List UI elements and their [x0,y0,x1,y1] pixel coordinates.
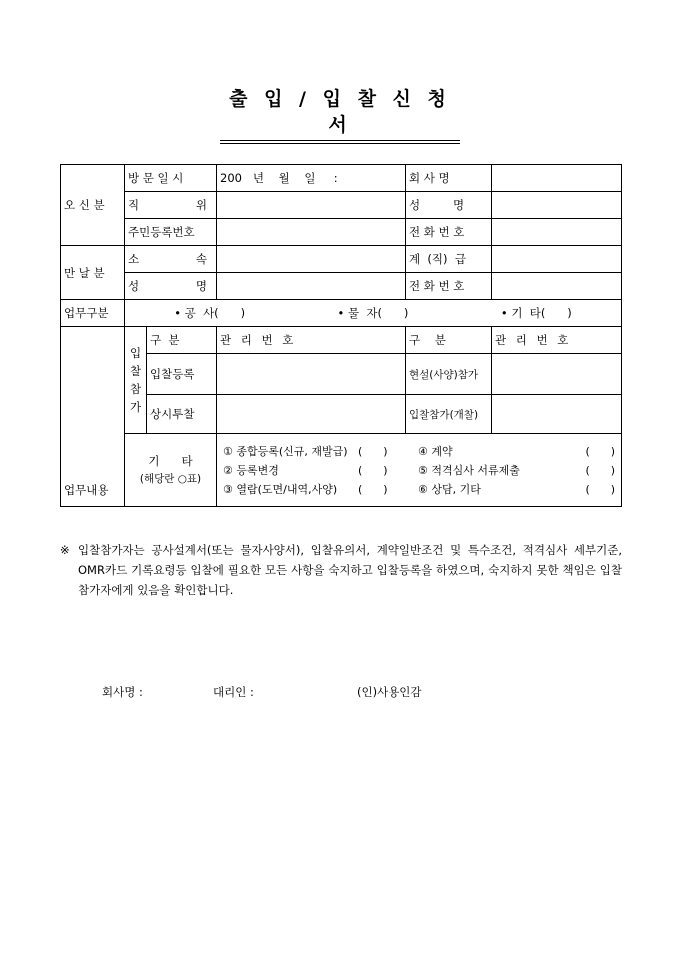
company-field[interactable] [492,165,622,192]
position-row [61,192,622,219]
resident-label: 주민등록번호 [125,219,217,246]
bid-register-field[interactable] [217,354,406,395]
mgmt-no-header: 관 리 번 호 [217,327,406,354]
visit-date-row [61,165,622,192]
option-construction[interactable]: • 공 사( ) [174,306,246,320]
bid-open-label: 입찰참가(개찰) [406,395,492,434]
etc-options-list [217,434,622,507]
name-label: 성 명 [406,192,492,219]
etc-option-3[interactable]: ③ 열람(도면/내역,사양) [223,482,338,496]
visit-date-field[interactable]: 200 년 월 일 : [217,165,406,192]
category-header-2: 구 분 [406,327,492,354]
name-field[interactable] [492,192,622,219]
title-text: 출 입 / 입 찰 신 청 서 [229,88,451,136]
category-header: 구 분 [147,327,217,354]
host-phone-field[interactable] [492,273,622,300]
sender-phone-field[interactable] [492,219,622,246]
option-material[interactable]: • 물 자( ) [337,306,409,320]
title-underline [220,143,460,144]
etc-option-row: ③ 열람(도면/내역,사양) ( ) ⑥ 상담, 기타 ( ) [223,480,615,499]
etc-option-6[interactable]: ⑥ 상담, 기타 [418,482,481,496]
sender-section-label: 오 신 분 [61,165,125,246]
host-name-row [61,273,622,300]
etc-label: 기 타 (해당란 ○표) [125,434,217,507]
host-section-label: 만 날 분 [61,246,125,300]
bid-participation-label: 입찰참가 [125,327,147,434]
etc-option-5[interactable]: ⑤ 적격심사 서류제출 [418,463,520,477]
etc-option-1[interactable]: ① 종합등록(신규, 재발급) [223,444,348,458]
host-rank-field[interactable] [492,246,622,273]
host-rank-label: 계 (직) 급 [406,246,492,273]
host-name-label: 성 명 [125,273,217,300]
host-phone-label: 전 화 번 호 [406,273,492,300]
host-name-field[interactable] [217,273,406,300]
etc-option-row: ① 종합등록(신규, 재발급) ( ) ④ 계약 ( ) [223,442,615,461]
site-visit-field[interactable] [492,354,622,395]
option-other[interactable]: • 기 타( ) [500,306,572,320]
signature-company: 회사명 : [102,685,143,699]
notice-text: 입찰참가자는 공사설계서(또는 물자사양서), 입찰유의서, 계약일반조건 및 특수조건, 적격심사 세부기준, OMR카드 기록요령등 입찰에 필요한 모든 사항을 숙지하고 입찰등록을 하였으며, 숙지하지 못한 책임은 입찰참가자에게 있음을 확인합니다. [78,543,622,597]
bid-register-label: 입찰등록 [147,354,217,395]
etc-option-2[interactable]: ② 등록변경 [223,463,279,477]
page-title [220,86,460,141]
host-dept-label: 소 속 [125,246,217,273]
host-dept-row [61,246,622,273]
bid-open-field[interactable] [492,395,622,434]
work-content-label: 업무내용 [61,327,125,507]
business-type-options [125,300,622,327]
host-dept-field[interactable] [217,246,406,273]
etc-option-row: ② 등록변경 ( ) ⑤ 적격심사 서류제출 ( ) [223,461,615,480]
company-label: 회 사 명 [406,165,492,192]
position-field[interactable] [217,192,406,219]
etc-row [61,434,622,507]
signature-agent: 대리인 : [213,685,254,699]
signature-seal: (인)사용인감 [357,685,422,699]
random-bid-label: 상시투찰 [147,395,217,434]
mgmt-no-header-2: 관 리 번 호 [492,327,622,354]
etc-option-4[interactable]: ④ 계약 [418,444,453,458]
sender-phone-label: 전 화 번 호 [406,219,492,246]
notice-paragraph [60,540,622,600]
reference-mark: ※ [60,543,70,557]
visit-date-label: 방 문 일 시 [125,165,217,192]
business-type-label: 업무구분 [61,300,125,327]
random-bid-field[interactable] [217,395,406,434]
resident-field[interactable] [217,219,406,246]
position-label: 직 위 [125,192,217,219]
business-type-row [61,300,622,327]
site-visit-label: 현설(사양)참가 [406,354,492,395]
resident-row [61,219,622,246]
work-header-row [61,327,622,354]
application-form-table [60,164,622,507]
